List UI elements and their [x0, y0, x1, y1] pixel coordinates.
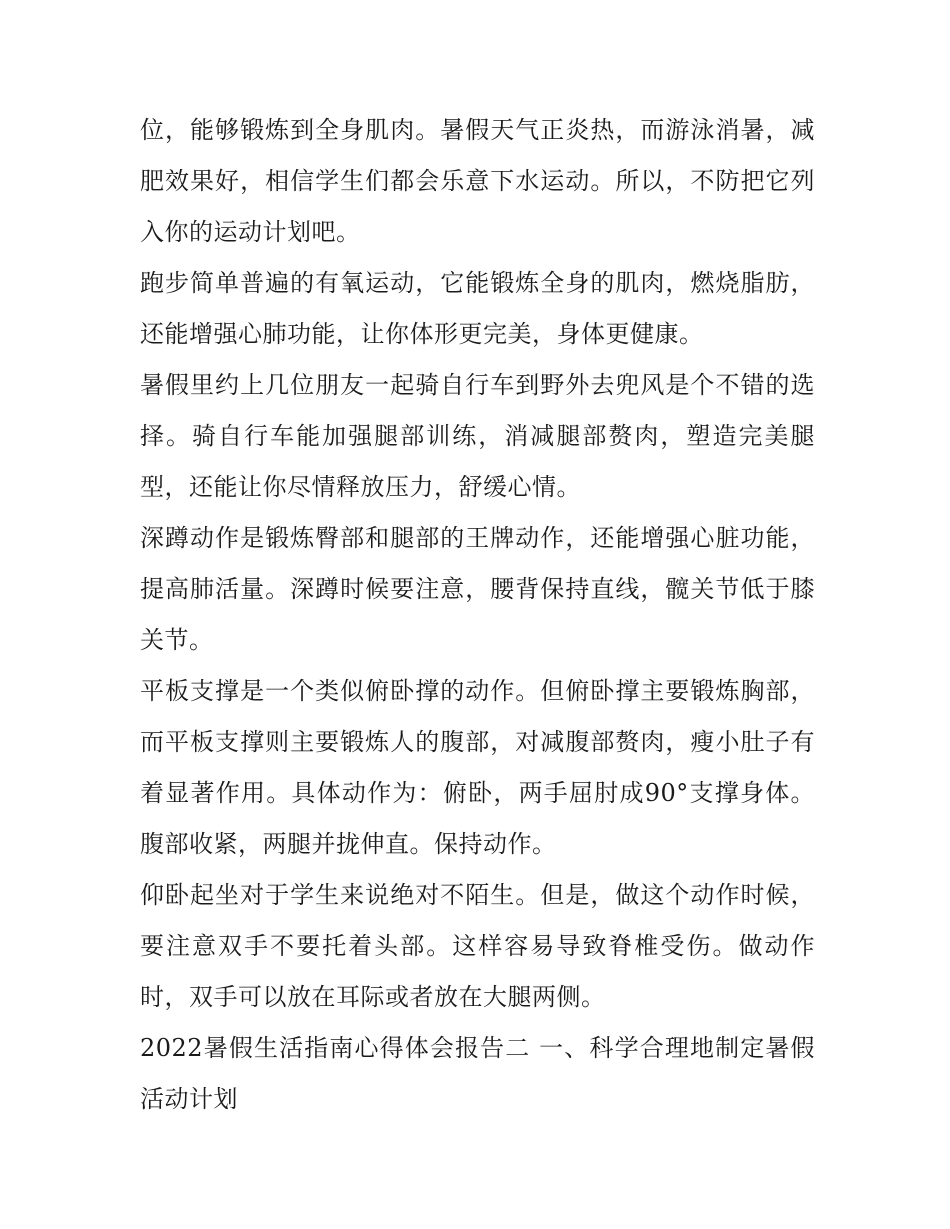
paragraph-swimming: 位，能够锻炼到全身肌肉。暑假天气正炎热，而游泳消暑，减肥效果好，相信学生们都会乐意下水运动。所以，不防把它列入你的运动计划吧。: [140, 116, 815, 246]
paragraph-running: 跑步简单普遍的有氧运动，它能锻炼全身的肌肉，燃烧脂肪，还能增强心肺功能，让你体形更完美，身体更健康。: [140, 269, 815, 348]
document-page: [140, 105, 815, 1125]
paragraph-plank: 平板支撑是一个类似俯卧撑的动作。但俯卧撑主要锻炼胸部，而平板支撑则主要锻炼人的腹部，对减腹部赘肉，瘦小肚子有着显著作用。具体动作为：俯卧，两手屈肘成90°支撑身体。腹部收紧，两腿并拢伸直。保持动作。: [140, 677, 815, 858]
paragraph-cycling: 暑假里约上几位朋友一起骑自行车到野外去兜风是个不错的选择。骑自行车能加强腿部训练，消减腿部赘肉，塑造完美腿型，还能让你尽情释放压力，舒缓心情。: [140, 371, 815, 501]
paragraph-situp: 仰卧起坐对于学生来说绝对不陌生。但是，做这个动作时候，要注意双手不要托着头部。这样容易导致脊椎受伤。做动作时，双手可以放在耳际或者放在大腿两侧。: [140, 881, 815, 1011]
paragraph-squat: 深蹲动作是锻炼臀部和腿部的王牌动作，还能增强心脏功能，提高肺活量。深蹲时候要注意，腰背保持直线，髋关节低于膝关节。: [140, 524, 815, 654]
section-heading: 2022暑假生活指南心得体会报告二 一、科学合理地制定暑假活动计划: [140, 1034, 815, 1113]
